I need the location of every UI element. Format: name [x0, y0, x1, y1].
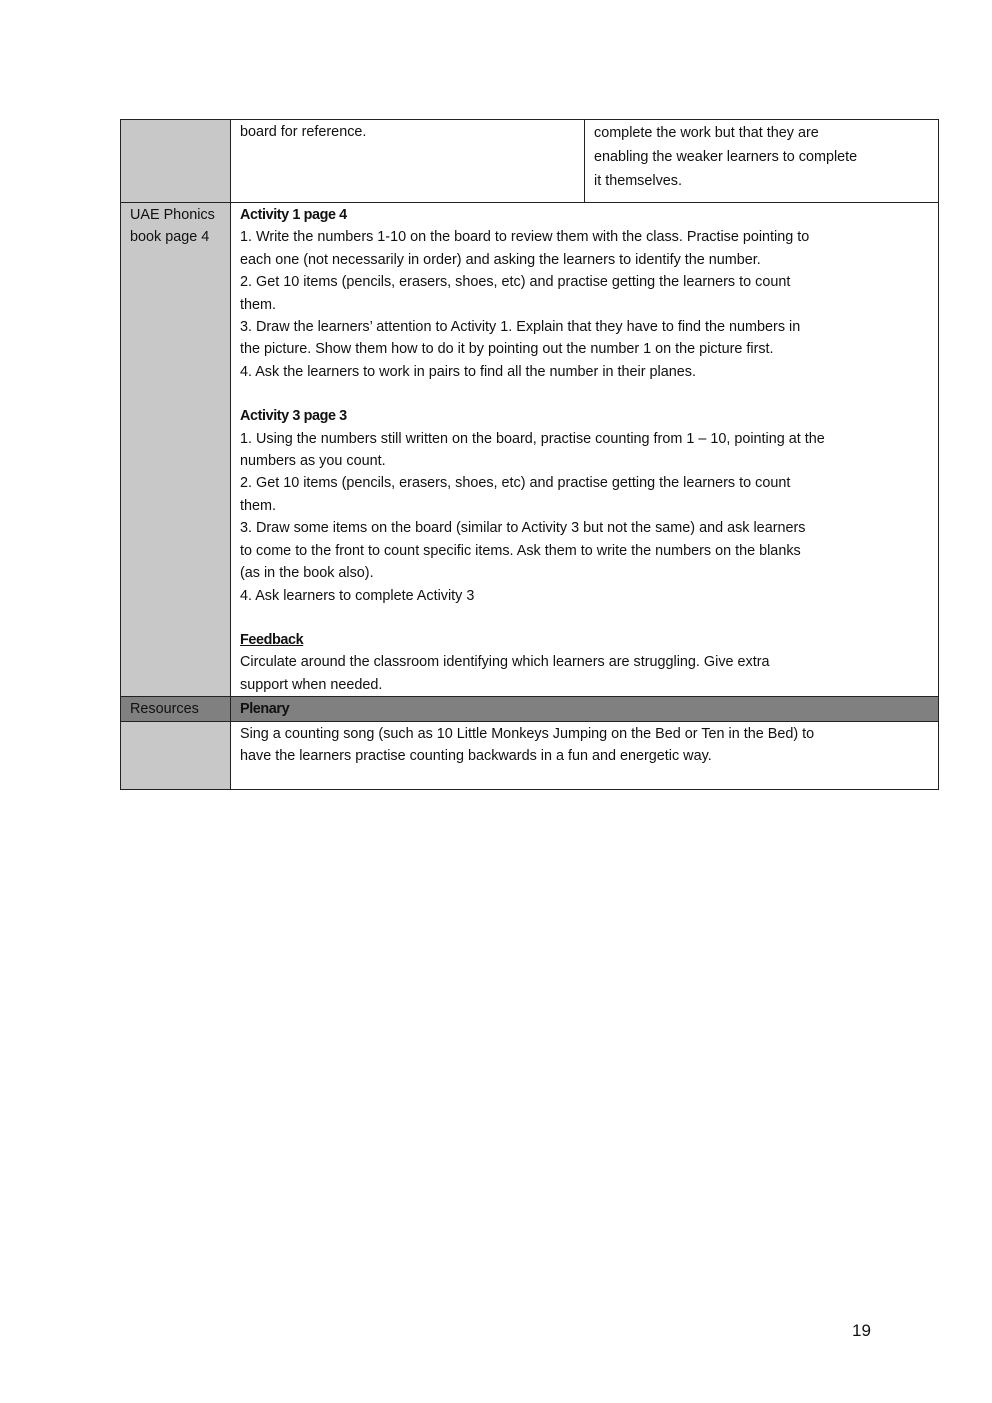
- plenary-line: have the learners practise counting backwards in a fun and energetic way.: [240, 747, 712, 764]
- activity1-line: them.: [240, 296, 276, 313]
- label-line: UAE Phonics: [130, 207, 215, 223]
- row-label-empty: [121, 721, 231, 789]
- activities-cell: [231, 203, 939, 697]
- activity1-line: each one (not necessarily in order) and asking the learners to identify the number.: [240, 251, 761, 268]
- lesson-plan-table: [120, 119, 939, 790]
- feedback-line: support when needed.: [240, 676, 383, 693]
- spacer: [240, 383, 929, 405]
- activity3-line: to come to the front to count specific items. Ask them to write the numbers on the blanks: [240, 542, 801, 559]
- activity3-line: 3. Draw some items on the board (similar to Activity 3 but not the same) and ask learners: [240, 520, 806, 537]
- activity3-line: 2. Get 10 items (pencils, erasers, shoes, etc) and practise getting the learners to count: [240, 475, 791, 492]
- page-number: 19: [852, 1321, 871, 1340]
- feedback-line: Circulate around the classroom identifying which learners are struggling. Give extra: [240, 654, 770, 671]
- spacer: [240, 607, 929, 629]
- continued-text-right: [585, 120, 939, 203]
- activity3-line: them.: [240, 497, 276, 514]
- plenary-heading: [231, 697, 939, 721]
- label-line: book page 4: [130, 229, 210, 246]
- row-label-phonics-book: [121, 203, 231, 697]
- activity1-line: 1. Write the numbers 1-10 on the board to review them with the class. Practise pointing to: [240, 229, 810, 246]
- plenary-line: Sing a counting song (such as 10 Little Monkeys Jumping on the Bed or Ten in the Bed) to: [240, 725, 815, 742]
- text-line: it themselves.: [594, 173, 682, 189]
- text-line: board for reference.: [240, 124, 367, 140]
- row-label-empty: [121, 120, 231, 203]
- table-row-continued: [121, 120, 939, 203]
- activity1-line: 4. Ask the learners to work in pairs to find all the number in their planes.: [240, 363, 696, 380]
- activity3-line: (as in the book also).: [240, 565, 374, 582]
- plenary-cell: [231, 721, 939, 789]
- table-row-plenary: [121, 721, 939, 789]
- activity3-line: numbers as you count.: [240, 453, 386, 470]
- activity3-heading: Activity 3 page 3: [240, 408, 347, 425]
- table-row-activities: [121, 203, 939, 697]
- text-line: enabling the weaker learners to complete: [594, 149, 858, 165]
- activity1-line: the picture. Show them how to do it by pointing out the number 1 on the picture first.: [240, 341, 774, 358]
- activity3-line: 1. Using the numbers still written on the board, practise counting from 1 – 10, pointing at the: [240, 430, 825, 447]
- continued-text-left: [231, 120, 585, 203]
- text-line: complete the work but that they are: [594, 125, 819, 141]
- table-row-plenary-header: [121, 697, 939, 721]
- feedback-heading: Feedback: [240, 631, 304, 648]
- activity1-heading: Activity 1 page 4: [240, 207, 347, 223]
- activity1-line: 2. Get 10 items (pencils, erasers, shoes, etc) and practise getting the learners to count: [240, 274, 791, 291]
- resources-label: Resources: [121, 697, 231, 721]
- activity3-line: 4. Ask learners to complete Activity 3: [240, 587, 475, 604]
- plenary-heading-text: Plenary: [240, 701, 290, 718]
- activity1-line: 3. Draw the learners’ attention to Activity 1. Explain that they have to find the numbers in: [240, 319, 801, 336]
